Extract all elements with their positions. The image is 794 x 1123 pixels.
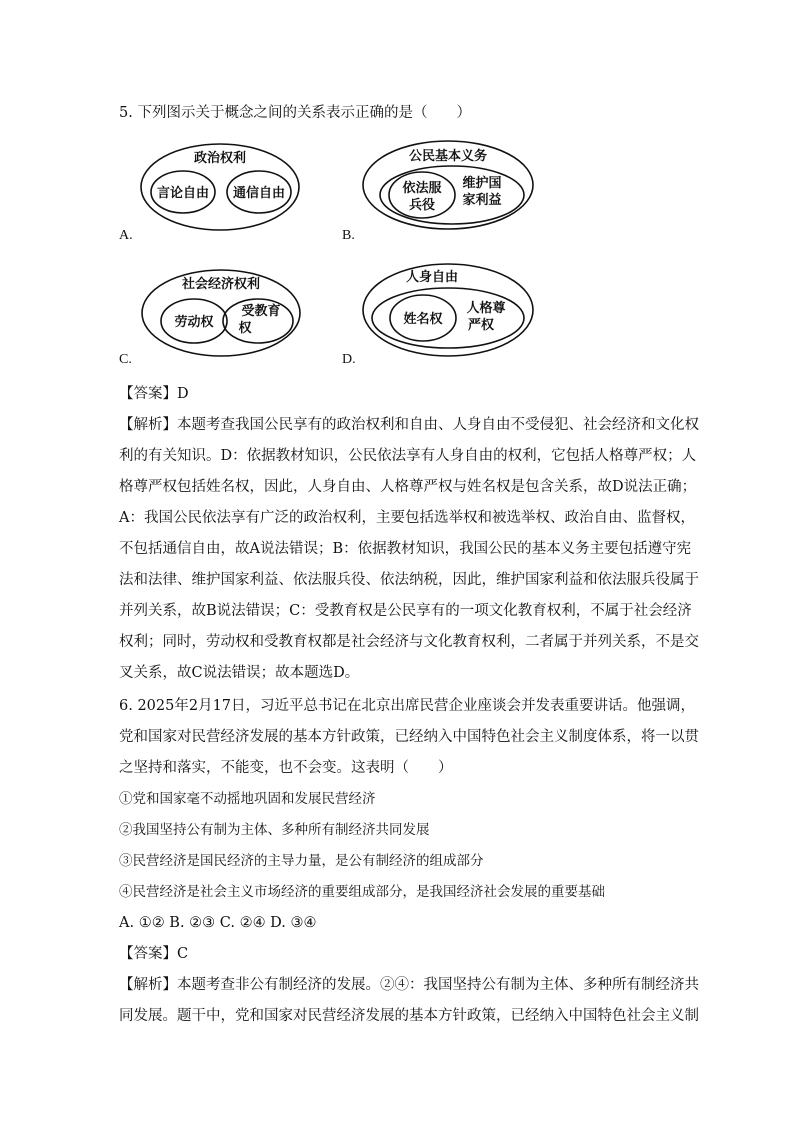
q5-analysis-line: 【解析】本题考查我国公民享有的政治权利和自由、人身自由不受侵犯、社会经济和文化权 <box>119 417 699 433</box>
q5-analysis-line: 利的有关知识。D：依据教材知识，公民依法享有人身自由的权利，它包括人格尊严权；人 <box>119 448 697 464</box>
diagram-d-outer: 人身自由 <box>405 270 459 285</box>
diagram-c-outer: 社会经济权利 <box>181 277 261 292</box>
option-c-label: C. <box>119 352 132 367</box>
q5-answer: 【答案】D <box>119 386 189 402</box>
q5-analysis-line: 法和法律、维护国家利益、依法服兵役、依法纳税，因此，维护国家利益和依法服兵役属于 <box>119 572 699 588</box>
q5-analysis-line: 并列关系，故B说法错误；C：受教育权是公民享有的一项文化教育权利，不属于社会经济 <box>119 603 692 619</box>
diagram-d-right-line2: 严权 <box>467 318 495 333</box>
q6-item: ④民营经济是社会主义市场经济的重要组成部分，是我国经济社会发展的重要基础 <box>119 884 605 900</box>
diagram-b-inner-line2: 兵役 <box>408 198 436 213</box>
option-a-label: A. <box>119 228 133 243</box>
diagram-b <box>362 140 542 230</box>
diagram-b-inner-line1: 依法服 <box>402 181 442 196</box>
diagram-b-outer: 公民基本义务 <box>408 149 488 164</box>
diagram-c-right-line1: 受教育 <box>241 304 281 319</box>
diagram-a-right: 通信自由 <box>232 186 286 201</box>
diagram-d-inner: 姓名权 <box>403 312 443 327</box>
diagram-b-right-line1: 维护国 <box>462 176 502 191</box>
diagram-d <box>362 262 542 358</box>
q5-analysis-line: 格尊严权包括姓名权，因此，人身自由、人格尊严权与姓名权是包含关系，故D说法正确； <box>119 479 697 495</box>
q5-analysis-line: 不包括通信自由，故A说法错误；B：依据教材知识，我国公民的基本义务主要包括遵守宪 <box>119 541 692 557</box>
q6-analysis-line: 同发展。题干中，党和国家对民营经济发展的基本方针政策，已经纳入中国特色社会主义制 <box>119 1008 699 1024</box>
q5-analysis-line: A：我国公民依法享有广泛的政治权利，主要包括选举权和被选举权、政治自由、监督权， <box>119 510 695 526</box>
q5-stem: 5. 下列图示关于概念之间的关系表示正确的是（ ） <box>119 105 471 121</box>
q6-item: ②我国坚持公有制为主体、多种所有制经济共同发展 <box>119 822 430 838</box>
diagram-d-right-line1: 人格尊 <box>466 301 506 316</box>
q6-item: ③民营经济是国民经济的主导力量，是公有制经济的组成部分 <box>119 853 484 869</box>
q6-choices: A. ①② B. ②③ C. ②④ D. ③④ <box>119 915 317 931</box>
q6-item: ①党和国家毫不动摇地巩固和发展民营经济 <box>119 791 376 807</box>
diagram-c-left: 劳动权 <box>174 315 214 330</box>
q6-answer: 【答案】C <box>119 946 189 962</box>
diagram-a-left: 言论自由 <box>156 186 210 201</box>
diagram-c-right-line2: 权 <box>238 321 252 336</box>
diagram-c <box>141 267 311 357</box>
q5-analysis-line: 权利；同时，劳动权和受教育权都是社会经济与文化教育权利，二者属于并列关系，不是交 <box>119 634 699 650</box>
option-b-label: B. <box>342 228 355 243</box>
q6-stem-line: 6. 2025年2月17日，习近平总书记在北京出席民营企业座谈会并发表重要讲话。他强调， <box>119 698 696 714</box>
diagram-a <box>140 140 310 230</box>
q6-analysis-line: 【解析】本题考查非公有制经济的发展。②④：我国坚持公有制为主体、多种所有制经济共 <box>119 977 699 993</box>
diagram-b-right-line2: 家利益 <box>462 193 502 208</box>
q5-analysis-line: 叉关系，故C说法错误；故本题选D。 <box>119 665 360 681</box>
q6-stem-line: 之坚持和落实，不能变，也不会变。这表明（ ） <box>119 760 453 776</box>
q6-stem-line: 党和国家对民营经济发展的基本方针政策，已经纳入中国特色社会主义制度体系，将一以贯 <box>119 729 699 745</box>
option-d-label: D. <box>342 352 356 367</box>
diagram-a-outer: 政治权利 <box>193 151 247 166</box>
